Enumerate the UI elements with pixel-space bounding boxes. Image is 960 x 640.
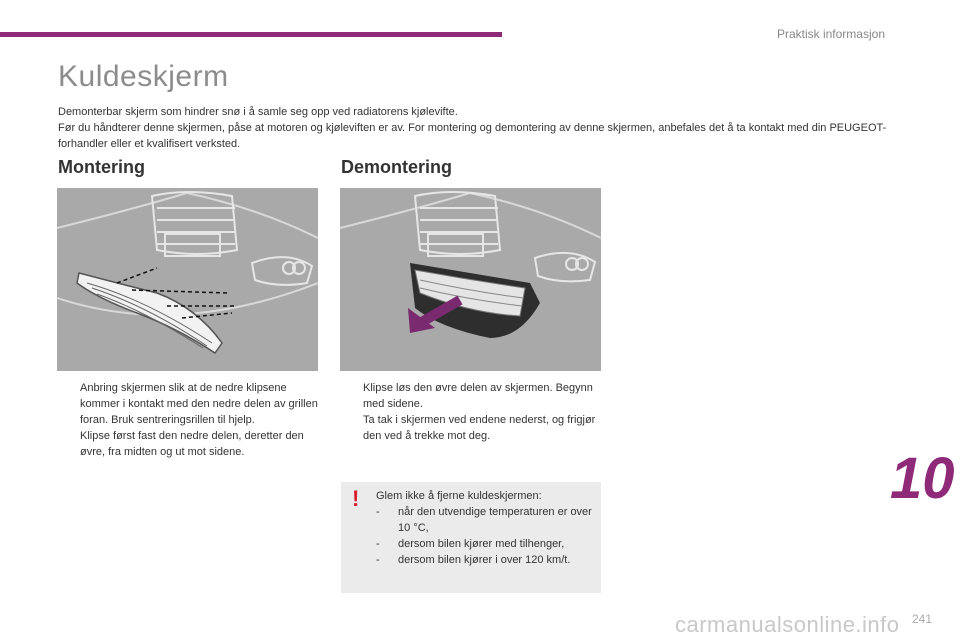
section-color-bar [0, 32, 502, 37]
list-item [341, 412, 603, 444]
step-text: Klipse løs den øvre delen av skjermen. Begynn med sidene. [363, 382, 593, 410]
intro-paragraph: Før du håndterer denne skjermen, påse at motoren og kjøleviften er av. For montering og demontering av denne skjermen, anbefales det å ta kontakt med din PEUGEOT-forhandler eller et kvalifisert verksted. [58, 122, 887, 150]
removal-heading: Demontering [341, 157, 453, 177]
intro-text [58, 104, 898, 152]
warning-item-text: når den utvendige temperaturen er over 10 °C, [398, 506, 592, 534]
warning-item-text: dersom bilen kjører med tilhenger, [398, 538, 565, 550]
removal-photo [340, 188, 601, 371]
list-item [58, 380, 320, 428]
chapter-number: 10 [890, 446, 955, 511]
page-number: 241 [912, 612, 933, 626]
list-item [376, 552, 598, 568]
section-name: Praktisk informasjon [776, 27, 885, 41]
warning-intro: Glem ikke å fjerne kuldeskjermen: [376, 490, 542, 502]
step-text: Klipse først fast den nedre delen, deretter den øvre, fra midten og ut mot sidene. [80, 430, 304, 458]
dash-bullet: - [376, 554, 380, 566]
dash-bullet: - [376, 538, 380, 550]
watermark: carmanualsonline.info [675, 612, 900, 637]
checkbox-bullet-icon [341, 412, 363, 444]
mounting-steps [58, 380, 320, 460]
list-item [58, 428, 320, 460]
checkbox-bullet-icon [341, 380, 363, 412]
intro-paragraph: Demonterbar skjerm som hindrer snø i å samle seg opp ved radiatorens kjølevifte. [58, 106, 458, 118]
step-text: Ta tak i skjermen ved endene nederst, og frigjør den ved å trekke mot deg. [363, 414, 596, 442]
warning-text [376, 488, 598, 568]
checkbox-bullet-icon [58, 380, 80, 428]
dash-bullet: - [376, 506, 380, 518]
checkbox-bullet-icon [58, 428, 80, 460]
warning-item-text: dersom bilen kjører i over 120 km/t. [398, 554, 571, 566]
mounting-heading: Montering [58, 157, 145, 177]
step-text: Anbring skjermen slik at de nedre klipsene kommer i kontakt med den nedre delen av grillen foran. Bruk sentreringsrillen til hjelp. [80, 382, 318, 426]
page-title: Kuldeskjerm [58, 60, 229, 93]
warning-box [341, 482, 601, 593]
mounting-photo [57, 188, 318, 371]
exclamation-icon: ! [352, 486, 360, 511]
list-item [341, 380, 603, 412]
list-item [376, 504, 598, 536]
removal-steps [341, 380, 603, 444]
list-item [376, 536, 598, 552]
